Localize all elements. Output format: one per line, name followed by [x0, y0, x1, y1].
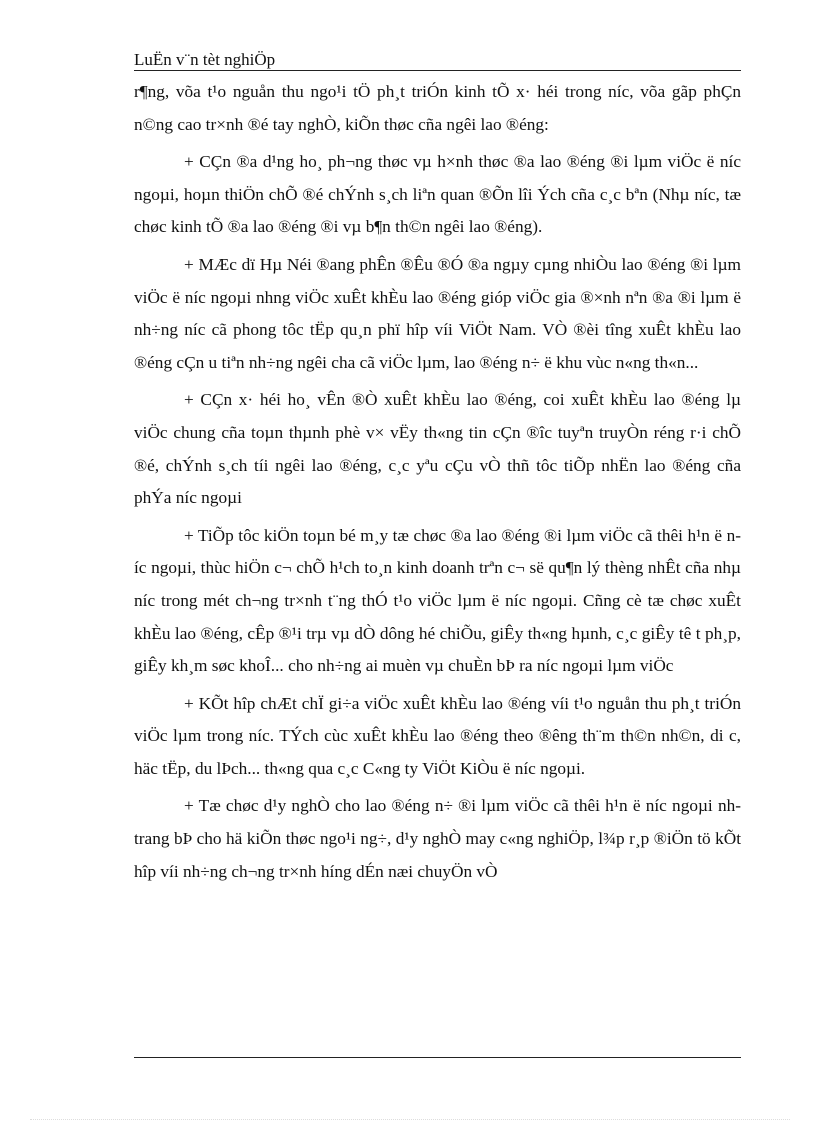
page-edge-dotted-line	[30, 1119, 790, 1120]
paragraph: + TiÕp tôc kiÖn toµn bé m¸y tæ chøc ®a lao ®éng ®i lµm viÖc cã thêi h¹n ë níc ngoµi, thùc hiÖn c¬ chÕ h¹ch to¸n kinh doanh trªn c¬ së qu¶n lý thèng nhÊt cña nhµ níc trong mét ch¬ng tr×nh t¨ng thÓ t¹o viÖc lµm ë níc ngoµi. Cñng cè tæ chøc xuÊt khÈu lao ®éng, cÊp ®¹i trµ vµ dÒ dông hé chiÕu, giÊy th«ng hµnh, c¸c giÊy tê t ph¸p, giÊy kh¸m søc khoÎ... cho nh÷ng ai muèn vµ chuÈn bÞ ra níc ngoµi lµm viÖc	[134, 525, 741, 676]
paragraph: + CÇn ®a d¹ng ho¸ ph¬ng thøc vµ h×nh thøc ®a lao ®éng ®i lµm viÖc ë níc ngoµi, hoµn thiÖn chÕ ®é chÝnh s¸ch liªn quan ®Õn lîi Ých cña c¸c bªn (Nhµ níc, tæ chøc kinh tÕ ®a lao ®éng ®i vµ b¶n th©n ngêi lao ®éng).	[134, 152, 741, 237]
paragraph-continuation: r¶ng, võa t¹o nguån thu ngo¹i tÖ ph¸t triÓn kinh tÕ x· héi trong níc, võa gãp phÇn n©ng cao tr×nh ®é tay nghÒ, kiÕn thøc cña ngêi lao ®éng:	[134, 82, 741, 134]
footer-divider	[134, 1057, 741, 1058]
paragraph: + CÇn x· héi ho¸ vÊn ®Ò xuÊt khÈu lao ®éng, coi xuÊt khÈu lao ®éng lµ viÖc chung cña toµn thµnh phè v× vËy th«ng tin cÇn ®îc tuyªn truyÒn réng r·i chÕ ®é, chÝnh s¸ch tíi ngêi lao ®éng, c¸c yªu cÇu vÒ thñ tôc tiÕp nhËn lao ®éng cña phÝa níc ngoµi	[134, 390, 741, 508]
page-header-title: LuËn v¨n tèt nghiÖp	[134, 50, 276, 69]
paragraph: + MÆc dï Hµ Néi ®ang phÊn ®Êu ®Ó ®a ngµy cµng nhiÒu lao ®éng ®i lµm viÖc ë níc ngoµi nhng viÖc xuÊt khÈu lao ®éng gióp viÖc gia ®×nh nªn ®a ®i lµm ë nh÷ng níc cã phong tôc tËp qu¸n phï hîp víi ViÖt Nam. VÒ ®èi tîng xuÊt khÈu lao ®éng cÇn u tiªn nh÷ng ngêi cha cã viÖc lµm, lao ®éng n÷ ë khu vùc n«ng th«n...	[134, 254, 741, 372]
paragraph: + Tæ chøc d¹y nghÒ cho lao ®éng n÷ ®i lµm viÖc cã thêi h¹n ë níc ngoµi nh trang bÞ cho hä kiÕn thøc ngo¹i ng÷, d¹y nghÒ may c«ng nghiÖp, l¾p r¸p ®iÖn tö kÕt hîp víi nh÷ng ch¬ng tr×nh híng dÉn næi chuyÖn vÒ	[134, 796, 741, 881]
paragraph: + KÕt hîp chÆt chÏ gi÷a viÖc xuÊt khÈu lao ®éng víi t¹o nguån thu ph¸t triÓn viÖc lµm trong níc. TÝch cùc xuÊt khÈu lao ®éng theo ®êng th¨m th©n nh©n, di c, häc tËp, du lÞch... th«ng qua c¸c C«ng ty ViÖt KiÒu ë níc ngoµi.	[134, 693, 741, 778]
document-body	[134, 76, 741, 893]
header-divider	[134, 70, 741, 71]
